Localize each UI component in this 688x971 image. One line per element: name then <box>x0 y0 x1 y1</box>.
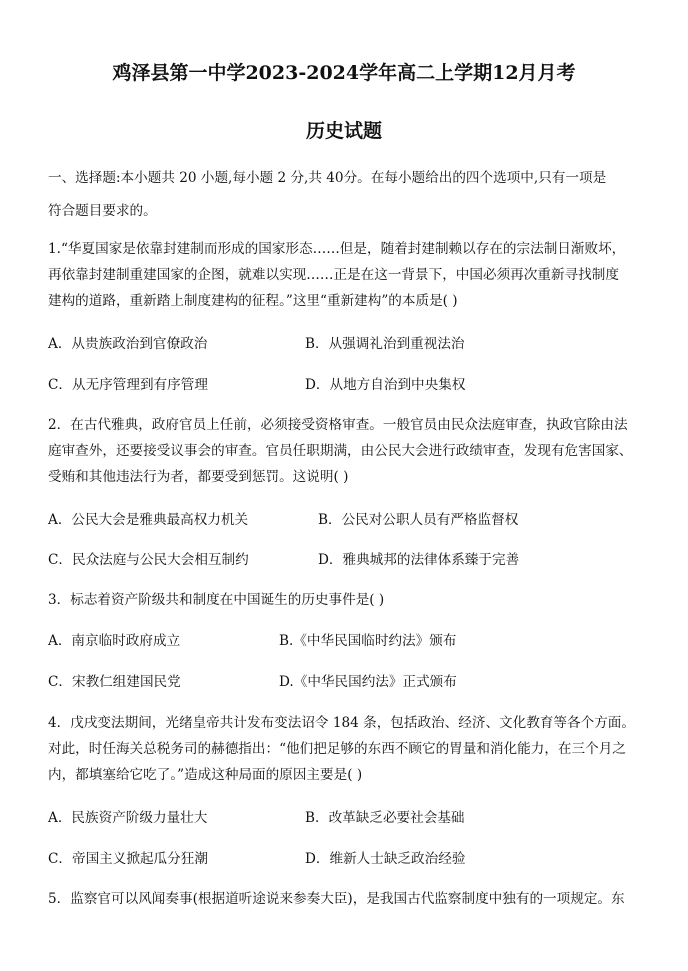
question-4-option-d: D．维新人士缺乏政治经验 <box>305 851 466 867</box>
question-2-option-c: C．民众法庭与公民大会相互制约 <box>48 552 249 568</box>
question-3-option-a: A．南京临时政府成立 <box>48 633 181 649</box>
question-3-option-d: D.《中华民国约法》正式颁布 <box>279 674 457 690</box>
question-1-option-b: B．从强调礼治到重视法治 <box>305 336 465 352</box>
question-2-option-d: D．雅典城邦的法律体系臻于完善 <box>318 552 520 568</box>
question-3-option-c: C．宋教仁组建国民党 <box>48 674 181 690</box>
question-2-line: 庭审查外，还要接受议事会的审查。官员任职期满，由公民大会进行政绩审查，发现有危害国家、 <box>48 443 633 459</box>
question-5-line: 5．监察官可以风闻奏事(根据道听途说来参奏大臣)，是我国古代监察制度中独有的一项规定。东 <box>48 891 625 907</box>
question-2-line: 2．在古代雅典，政府官员上任前，必须接受资格审查。一般官员由民众法庭审查，执政官除由法 <box>48 417 628 433</box>
question-2-option-b: B．公民对公职人员有严格监督权 <box>318 512 519 528</box>
section-instruction-line: 一、选择题:本小题共 20 小题,每小题 2 分,共 40分。在每小题给出的四个选项中,只有一项是 <box>48 170 607 186</box>
question-1-option-a: A．从贵族政治到官僚政治 <box>48 336 208 352</box>
question-4-line: 内，都填塞给它吃了。”造成这种局面的原因主要是( ) <box>48 767 363 783</box>
question-4-option-c: C．帝国主义掀起瓜分狂潮 <box>48 851 208 867</box>
exam-title: 鸡泽县第一中学2023-2024学年高二上学期12月月考 <box>112 62 576 84</box>
question-2-option-a: A．公民大会是雅典最高权力机关 <box>48 512 249 528</box>
question-1-line: 1.“华夏国家是依靠封建制而形成的国家形态……但是，随着封建制赖以存在的宗法制日渐败坏， <box>48 241 626 257</box>
question-4-line: 4．戊戌变法期间，光绪皇帝共计发布变法诏令 184 条，包括政治、经济、文化教育等各个方面。 <box>48 715 635 731</box>
question-3-option-b: B.《中华民国临时约法》颁布 <box>279 633 457 649</box>
question-1-line: 再依靠封建制重建国家的企图，就难以实现……正是在这一背景下，中国必须再次重新寻找制度 <box>48 267 619 283</box>
question-4-option-a: A．民族资产阶级力量壮大 <box>48 810 208 826</box>
question-1-option-c: C．从无序管理到有序管理 <box>48 377 208 393</box>
section-instruction-line: 符合题目要求的。 <box>48 203 157 219</box>
question-1-line: 建构的道路，重新踏上制度建构的征程。”这里“重新建构”的本质是( ) <box>48 293 458 309</box>
exam-subtitle: 历史试题 <box>305 120 382 142</box>
question-3-line: 3．标志着资产阶级共和制度在中国诞生的历史事件是( ) <box>48 592 385 608</box>
question-2-line: 受贿和其他违法行为者，都要受到惩罚。这说明( ) <box>48 469 349 485</box>
question-1-option-d: D．从地方自治到中央集权 <box>305 377 466 393</box>
question-4-line: 对此，时任海关总税务司的赫德指出：“他们把足够的东西不顾它的胃量和消化能力，在三个月之 <box>48 741 626 757</box>
question-4-option-b: B．改革缺乏必要社会基础 <box>305 810 465 826</box>
